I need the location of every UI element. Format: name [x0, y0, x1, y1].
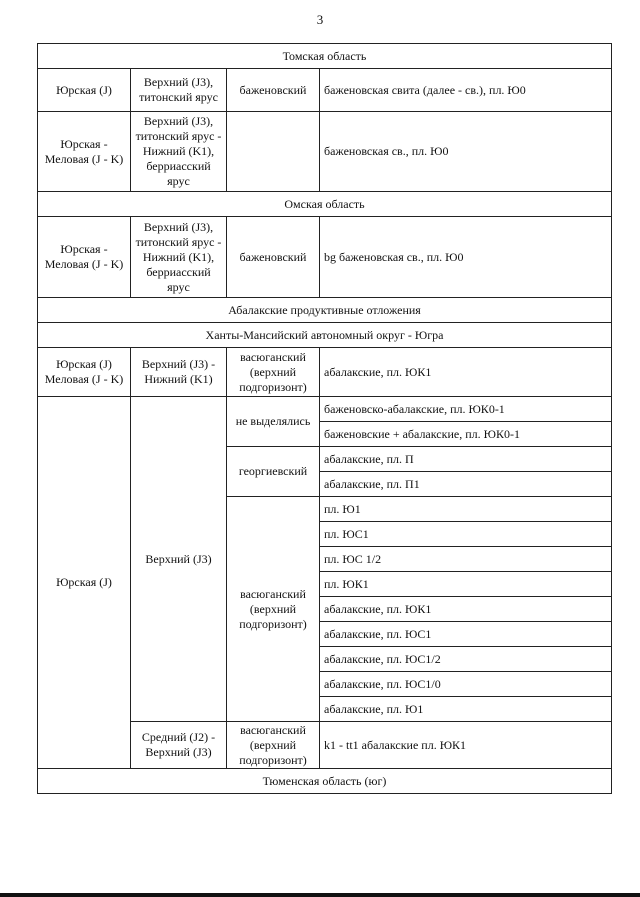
layer-cell: баженовская свита (далее - св.), пл. Ю0	[320, 69, 612, 112]
section-title-khmao: Ханты-Мансийский автономный округ - Югра	[38, 323, 612, 348]
section-row-tyumen	[38, 769, 612, 794]
layer-cell: абалакские, пл. Ю1	[320, 697, 612, 722]
stage-cell: Верхний (J3) - Нижний (K1)	[131, 348, 227, 397]
stratigraphy-table	[37, 43, 612, 794]
stage-cell-middle: Средний (J2) - Верхний (J3)	[131, 722, 227, 769]
section-title-omsk: Омская область	[38, 192, 612, 217]
table-row	[38, 397, 612, 422]
layer-cell: абалакские, пл. П	[320, 447, 612, 472]
table-row	[38, 112, 612, 192]
system-cell: Юрская - Меловая (J - K)	[38, 217, 131, 298]
layer-cell: абалакские, пл. ЮС1/2	[320, 647, 612, 672]
layer-cell: абалакские, пл. ЮК1	[320, 348, 612, 397]
layer-cell: абалакские, пл. П1	[320, 472, 612, 497]
section-title-tyumen: Тюменская область (юг)	[38, 769, 612, 794]
layer-cell: k1 - tt1 абалакские пл. ЮК1	[320, 722, 612, 769]
layer-cell: пл. Ю1	[320, 497, 612, 522]
section-title-tomsk: Томская область	[38, 44, 612, 69]
stage-cell: Верхний (J3), титонский ярус - Нижний (K1), берриасский ярус	[131, 217, 227, 298]
layer-cell: пл. ЮС1	[320, 522, 612, 547]
section-row-khmao	[38, 323, 612, 348]
system-cell-jurassic: Юрская (J)	[38, 397, 131, 769]
layer-cell: bg баженовская св., пл. Ю0	[320, 217, 612, 298]
section-row-abalak	[38, 298, 612, 323]
system-cell: Юрская - Меловая (J - K)	[38, 112, 131, 192]
horizon-cell-vasyugan-middle: васюганский (верхний подгоризонт)	[227, 722, 320, 769]
horizon-cell-georgievsky: георгиевский	[227, 447, 320, 497]
layer-cell: абалакские, пл. ЮК1	[320, 597, 612, 622]
stage-cell: Верхний (J3), титонский ярус	[131, 69, 227, 112]
table-row	[38, 217, 612, 298]
system-cell: Юрская (J) Меловая (J - K)	[38, 348, 131, 397]
horizon-cell: баженовский	[227, 217, 320, 298]
table-row	[38, 69, 612, 112]
horizon-cell: баженовский	[227, 69, 320, 112]
horizon-cell	[227, 112, 320, 192]
stage-cell: Верхний (J3), титонский ярус - Нижний (K1), берриасский ярус	[131, 112, 227, 192]
table-row	[38, 348, 612, 397]
layer-cell: баженовско-абалакские, пл. ЮК0-1	[320, 397, 612, 422]
section-title-abalak: Абалакские продуктивные отложения	[38, 298, 612, 323]
layer-cell: абалакские, пл. ЮС1/0	[320, 672, 612, 697]
system-cell: Юрская (J)	[38, 69, 131, 112]
layer-cell: абалакские, пл. ЮС1	[320, 622, 612, 647]
horizon-cell-vasyugan: васюганский (верхний подгоризонт)	[227, 497, 320, 722]
stage-cell-upper: Верхний (J3)	[131, 397, 227, 722]
horizon-cell: васюганский (верхний подгоризонт)	[227, 348, 320, 397]
horizon-cell-none: не выделялись	[227, 397, 320, 447]
layer-cell: баженовские + абалакские, пл. ЮК0-1	[320, 422, 612, 447]
section-row-omsk	[38, 192, 612, 217]
layer-cell: пл. ЮС 1/2	[320, 547, 612, 572]
page-number: 3	[316, 12, 324, 27]
scan-edge-band	[0, 893, 640, 897]
layer-cell: пл. ЮК1	[320, 572, 612, 597]
section-row-tomsk	[38, 44, 612, 69]
layer-cell: баженовская св., пл. Ю0	[320, 112, 612, 192]
